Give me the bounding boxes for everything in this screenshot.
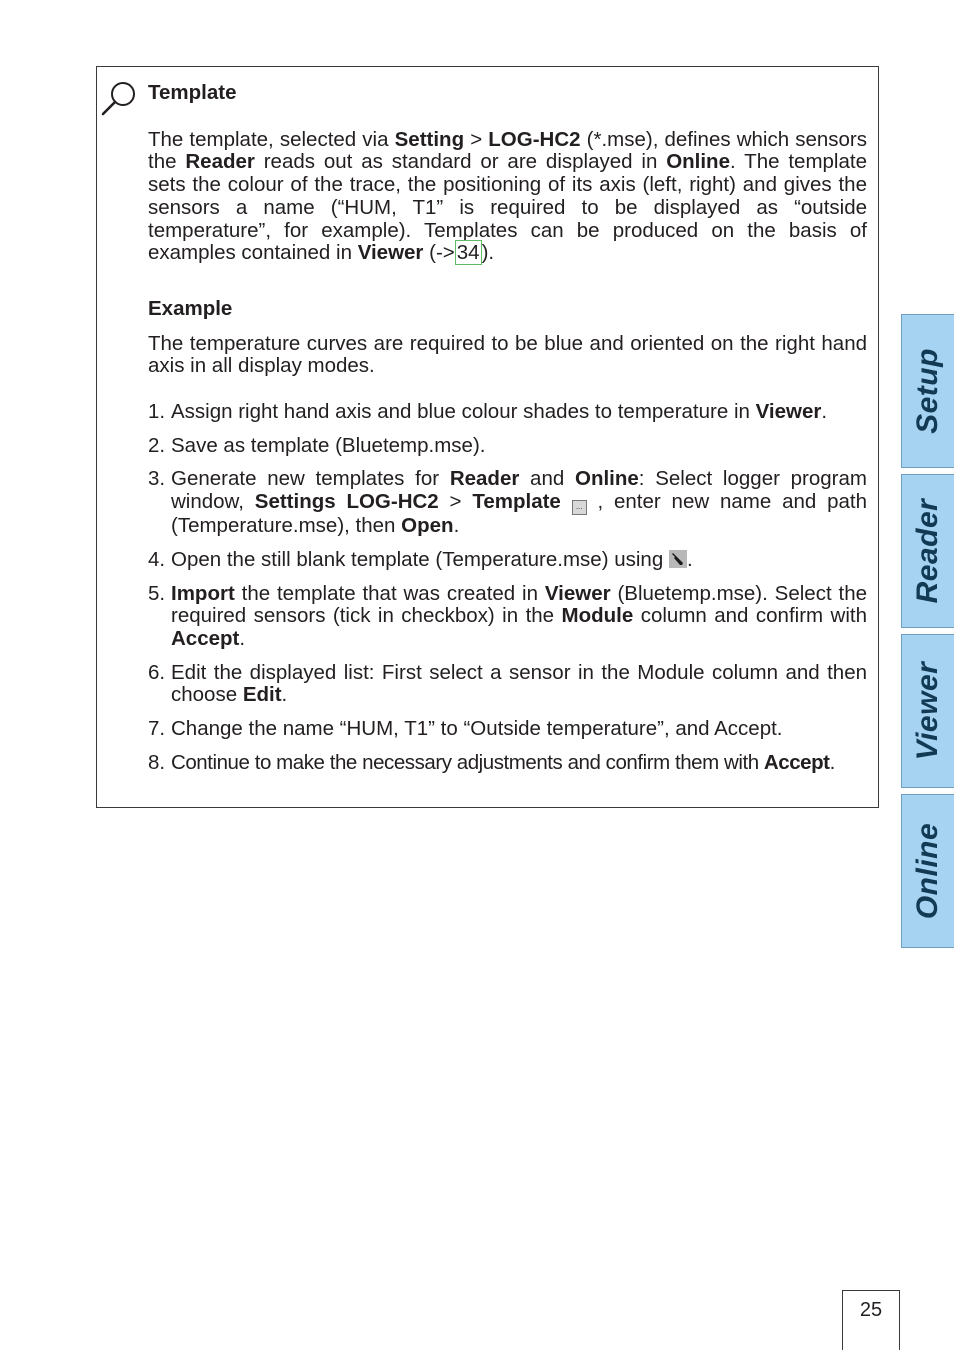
- step-text: Generate new templates for Reader and Online: Select logger program window, Settings LOG-HC2 > Template ... , enter new name and path (Temperature.mse), then Open.: [171, 467, 867, 538]
- step-number: 5.: [148, 581, 166, 605]
- step-text: Continue to make the necessary adjustments and confirm them with Accept.: [171, 750, 835, 774]
- tab-reader-label: Reader: [911, 498, 944, 604]
- step-text: Save as template (Bluetemp.mse).: [171, 433, 486, 457]
- bold-term: Setting: [394, 127, 465, 151]
- tab-online-label: Online: [911, 822, 944, 920]
- bold-term: Viewer: [755, 400, 822, 424]
- step-number: 7.: [148, 717, 166, 741]
- tab-reader[interactable]: [901, 474, 954, 628]
- bold-term: Viewer: [544, 581, 611, 605]
- tab-online[interactable]: [901, 794, 954, 948]
- step-number: 3.: [148, 467, 166, 491]
- browse-button-icon: ...: [572, 500, 587, 515]
- step-item: [148, 401, 867, 424]
- bold-term: Open: [401, 514, 454, 538]
- step-number: 1.: [148, 400, 166, 424]
- tab-setup-label: Setup: [911, 348, 944, 434]
- bold-term: Accept: [763, 750, 830, 774]
- step-item: [148, 662, 867, 707]
- step-number: 8.: [148, 750, 166, 774]
- bold-term: Online: [666, 150, 730, 174]
- step-text: Assign right hand axis and blue colour shades to temperature in Viewer.: [171, 400, 828, 424]
- wrench-icon: [669, 550, 687, 568]
- step-number: 2.: [148, 433, 166, 457]
- bold-term: Template: [472, 490, 561, 514]
- magnifier-icon: [100, 80, 138, 118]
- step-text: Edit the displayed list: First select a sensor in the Module column and then choose Edit.: [171, 660, 867, 707]
- step-text: Import the template that was created in Viewer (Bluetemp.mse). Select the required sensors (tick in checkbox) in the Module column and confirm with Accept.: [171, 581, 868, 650]
- tab-viewer[interactable]: [901, 634, 954, 788]
- step-item: [148, 549, 867, 572]
- bold-term: Settings LOG-HC2: [254, 490, 439, 514]
- bold-term: Reader: [185, 150, 255, 174]
- tab-viewer-label: Viewer: [911, 661, 944, 761]
- step-item: [148, 583, 867, 651]
- bold-term: Accept: [171, 626, 240, 650]
- template-heading: Template: [148, 81, 237, 104]
- bold-term: Online: [575, 467, 639, 491]
- template-intro-paragraph: The template, selected via Setting > LOG-HC2 (*.mse), defines which sensors the Reader reads out as standard or are displayed in Online. The template sets the colour of the trace, the positioning of its axis (left, right) and gives the sensors a name (“HUM, T1” is required to be displayed as “outside temperature”, for example). Templates can be produced on the basis of examples contained in Viewer (->34).: [148, 127, 867, 265]
- step-text: Open the still blank template (Temperature.mse) using .: [171, 547, 693, 571]
- bold-term: Reader: [449, 467, 520, 491]
- example-heading: Example: [148, 296, 233, 320]
- step-number: 6.: [148, 660, 166, 684]
- bold-term: Viewer: [357, 241, 424, 265]
- tab-setup[interactable]: [901, 314, 954, 468]
- bold-term: LOG-HC2: [488, 127, 581, 151]
- step-item: [148, 718, 867, 741]
- step-item: [148, 468, 867, 537]
- page-number: 25: [859, 1299, 883, 1321]
- example-intro-paragraph: The temperature curves are required to be blue and oriented on the right hand axis in all display modes.: [148, 331, 867, 378]
- bold-term: Edit: [242, 683, 282, 707]
- note-content: [148, 82, 867, 785]
- step-text: Change the name “HUM, T1” to “Outside temperature”, and Accept.: [171, 717, 783, 741]
- bold-term: Module: [561, 604, 634, 628]
- bold-term: Import: [171, 581, 235, 605]
- step-item: [148, 435, 867, 458]
- page-number-box: [842, 1290, 900, 1350]
- step-number: 4.: [148, 547, 166, 571]
- example-steps-list: [148, 401, 867, 774]
- page-reference-link[interactable]: 34: [456, 241, 480, 265]
- step-item: [148, 752, 867, 775]
